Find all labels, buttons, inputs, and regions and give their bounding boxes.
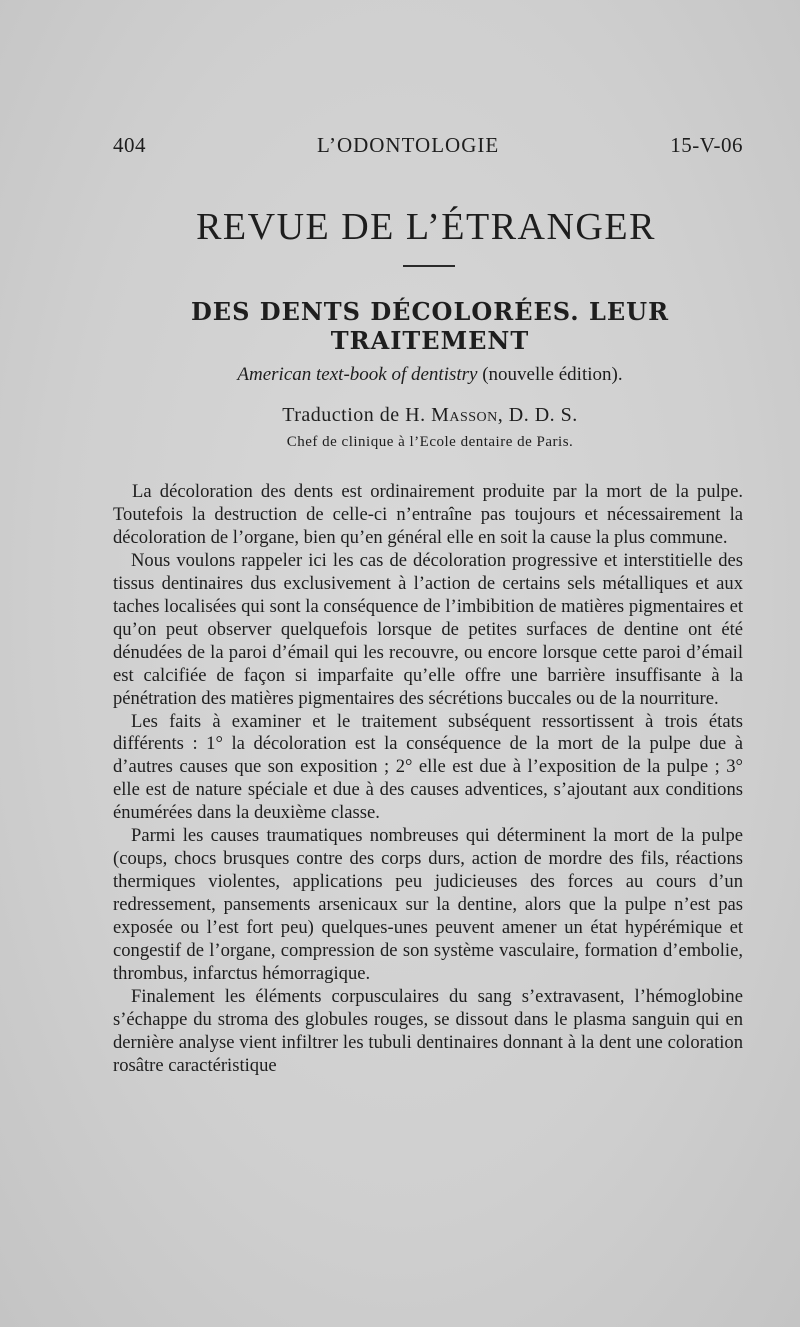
paragraph-5: Finalement les éléments corpusculaires du sang s’extravasent, l’hémoglobine s’échappe du stroma des globules rouges, se dissout dans le plasma sanguin qui en dernière analyse vient infiltrer les tubuli dentinaires donnant à la dent une coloration rosâtre caractéristique <box>113 985 743 1076</box>
translator-name: Masson <box>431 404 498 426</box>
source-edition: (nouvelle édition). <box>477 364 623 385</box>
translator-affiliation: Chef de clinique à l’Ecole dentaire de Paris. <box>286 434 574 450</box>
translator-line <box>0 404 800 427</box>
page-number: 404 <box>113 133 146 157</box>
paragraph-2: Nous voulons rappeler ici les cas de décoloration progressive et interstitielle des tissus dentinaires dus exclusivement à l’action de certains sels métalliques et aux taches localisées qui sont la conséquence de l’imbibition de matières pigmentaires et qu’on peut observer quelquefois lorsque de petites surfaces de dentine ont été dénudées de la paroi d’émail qui les recouvre, ou encore lorsque cette paroi d’émail est calcifiée de façon si imparfaite qu’elle offre une barrière insuffisante à la pénétration des matières pigmentaires des sécrétions buccales ou de la nourriture. <box>113 549 743 709</box>
issue-date: 15-V-06 <box>670 133 743 157</box>
article-source <box>0 364 800 386</box>
article-title <box>150 297 710 355</box>
paragraph-1: La décoloration des dents est ordinairement produite par la mort de la pulpe. Toutefois la destruction de celle-ci n’entraîne pas toujours et nécessairement la décoloration de l’organe, bien qu’en général elle en soit la cause la plus commune. <box>113 481 743 548</box>
translator-suffix: , D. D. S. <box>497 404 578 426</box>
title-divider <box>403 265 455 267</box>
section-title: REVUE DE L’ÉTRANGER <box>196 206 656 248</box>
article-title-line-2: TRAITEMENT <box>330 326 530 355</box>
article-title-line-1: DES DENTS DÉCOLORÉES. LEUR <box>190 297 670 326</box>
journal-name: L’ODONTOLOGIE <box>317 133 500 157</box>
paragraph-3: Les faits à examiner et le traitement subséquent ressortissent à trois états différents : 1° la décoloration est la conséquence de la mort de la pulpe due à d’autres causes que son exposition ; 2° elle est due à l’exposition de la pulpe ; 3° elle est de nature spéciale et due à des causes adventices, s’ajoutant aux conditions énumérées dans la deuxième classe. <box>113 710 743 824</box>
translator-prefix: Traduction de H. <box>282 404 432 426</box>
paragraph-4: Parmi les causes traumatiques nombreuses qui déterminent la mort de la pulpe (coups, chocs brusques contre des corps durs, action de mordre des fils, réactions thermiques violentes, applications peu judicieuses des forces au cours d’un redressement, pansements arsenicaux sur la dentine, alors que la pulpe n’est pas exposée ou l’est fort peu) quelques-unes peuvent amener un état hypérémique et congestif de l’organe, compression de son système vasculaire, formation d’embolie, thrombus, infarctus hémorragique. <box>113 825 743 985</box>
source-book-title: American text-book of dentistry <box>237 364 478 385</box>
article-body <box>113 481 743 1078</box>
running-head <box>113 133 743 158</box>
